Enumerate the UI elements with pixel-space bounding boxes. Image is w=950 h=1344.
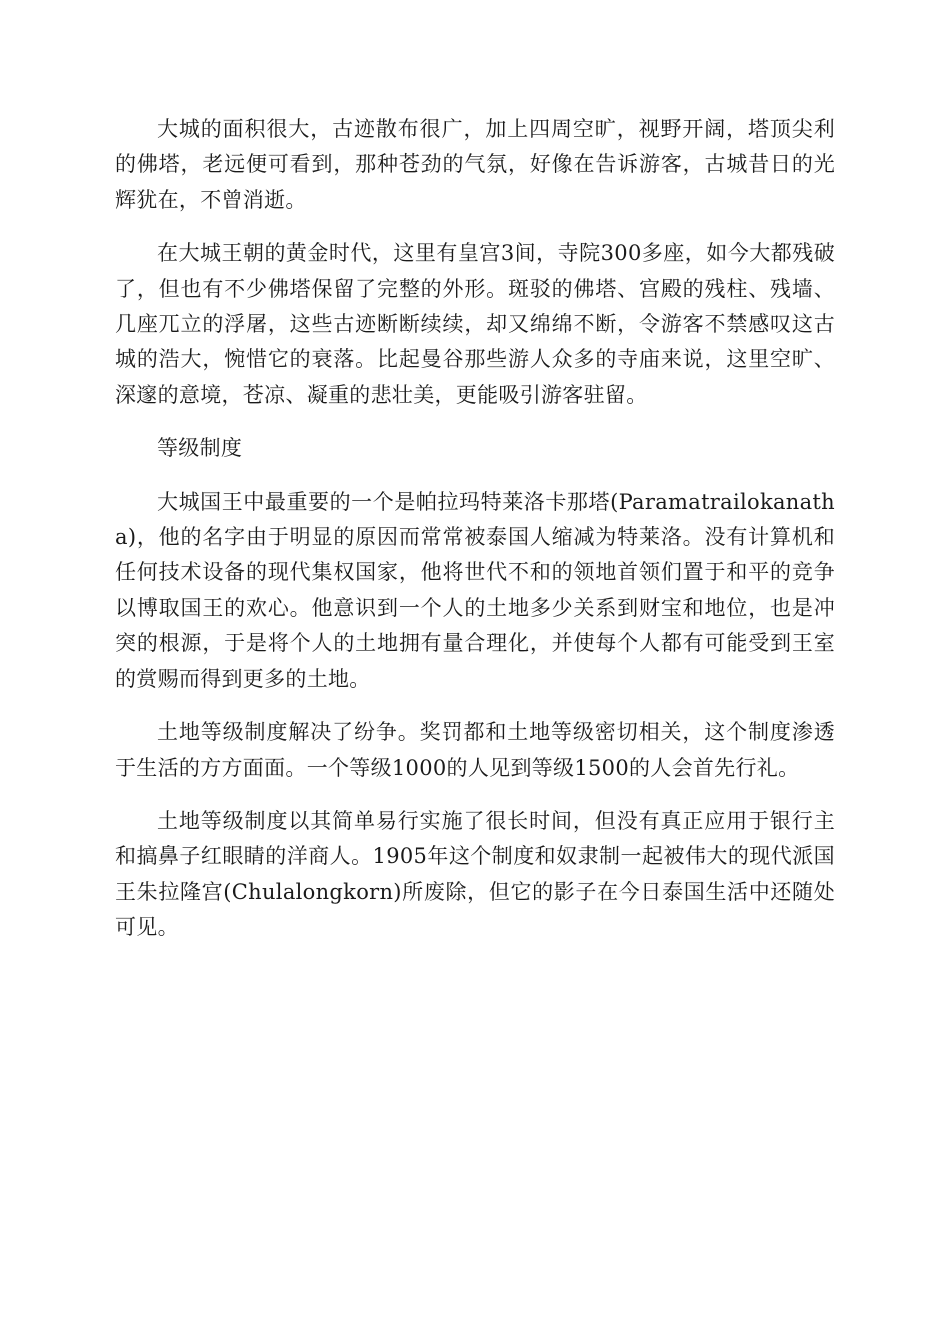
paragraph-golden-age: 在大城王朝的黄金时代，这里有皇宫3间，寺院300多座，如今大都残破了，但也有不少佛塔保留了完整的外形。斑驳的佛塔、宫殿的残柱、残墙、几座兀立的浮屠，这些古迹断断续续，却又绵绵不断，令游客不禁感叹这古城的浩大，惋惜它的衰落。比起曼谷那些游人众多的寺庙来说，这里空旷、深邃的意境，苍凉、凝重的悲壮美，更能吸引游客驻留。 bbox=[115, 241, 835, 407]
paragraph-land-rank-disputes: 土地等级制度解决了纷争。奖罚都和土地等级密切相关，这个制度渗透于生活的方方面面。一个等级1000的人见到等级1500的人会首先行礼。 bbox=[115, 720, 835, 780]
paragraph-ayutthaya-overview: 大城的面积很大，古迹散布很广，加上四周空旷，视野开阔，塔顶尖利的佛塔，老远便可看到，那种苍劲的气氛，好像在告诉游客，古城昔日的光辉犹在，不曾消逝。 bbox=[115, 117, 835, 212]
paragraph-land-rank-abolished: 土地等级制度以其简单易行实施了很长时间，但没有真正应用于银行主和搞鼻子红眼睛的洋商人。1905年这个制度和奴隶制一起被伟大的现代派国王朱拉隆宫(Chulalongkorn)所废除，但它的影子在今日泰国生活中还随处可见。 bbox=[115, 808, 835, 940]
document-page bbox=[115, 112, 835, 964]
paragraph-king-trailok: 大城国王中最重要的一个是帕拉玛特莱洛卡那塔(Paramatrailokanatha)，他的名字由于明显的原因而常常被泰国人缩减为特莱洛。没有计算机和任何技术设备的现代集权国家，他将世代不和的领地首领们置于和平的竞争以博取国王的欢心。他意识到一个人的土地多少关系到财宝和地位，也是冲突的根源，于是将个人的土地拥有量合理化，并使每个人都有可能受到王室的赏赐而得到更多的土地。 bbox=[115, 489, 835, 691]
section-heading: 等级制度 bbox=[157, 436, 243, 461]
